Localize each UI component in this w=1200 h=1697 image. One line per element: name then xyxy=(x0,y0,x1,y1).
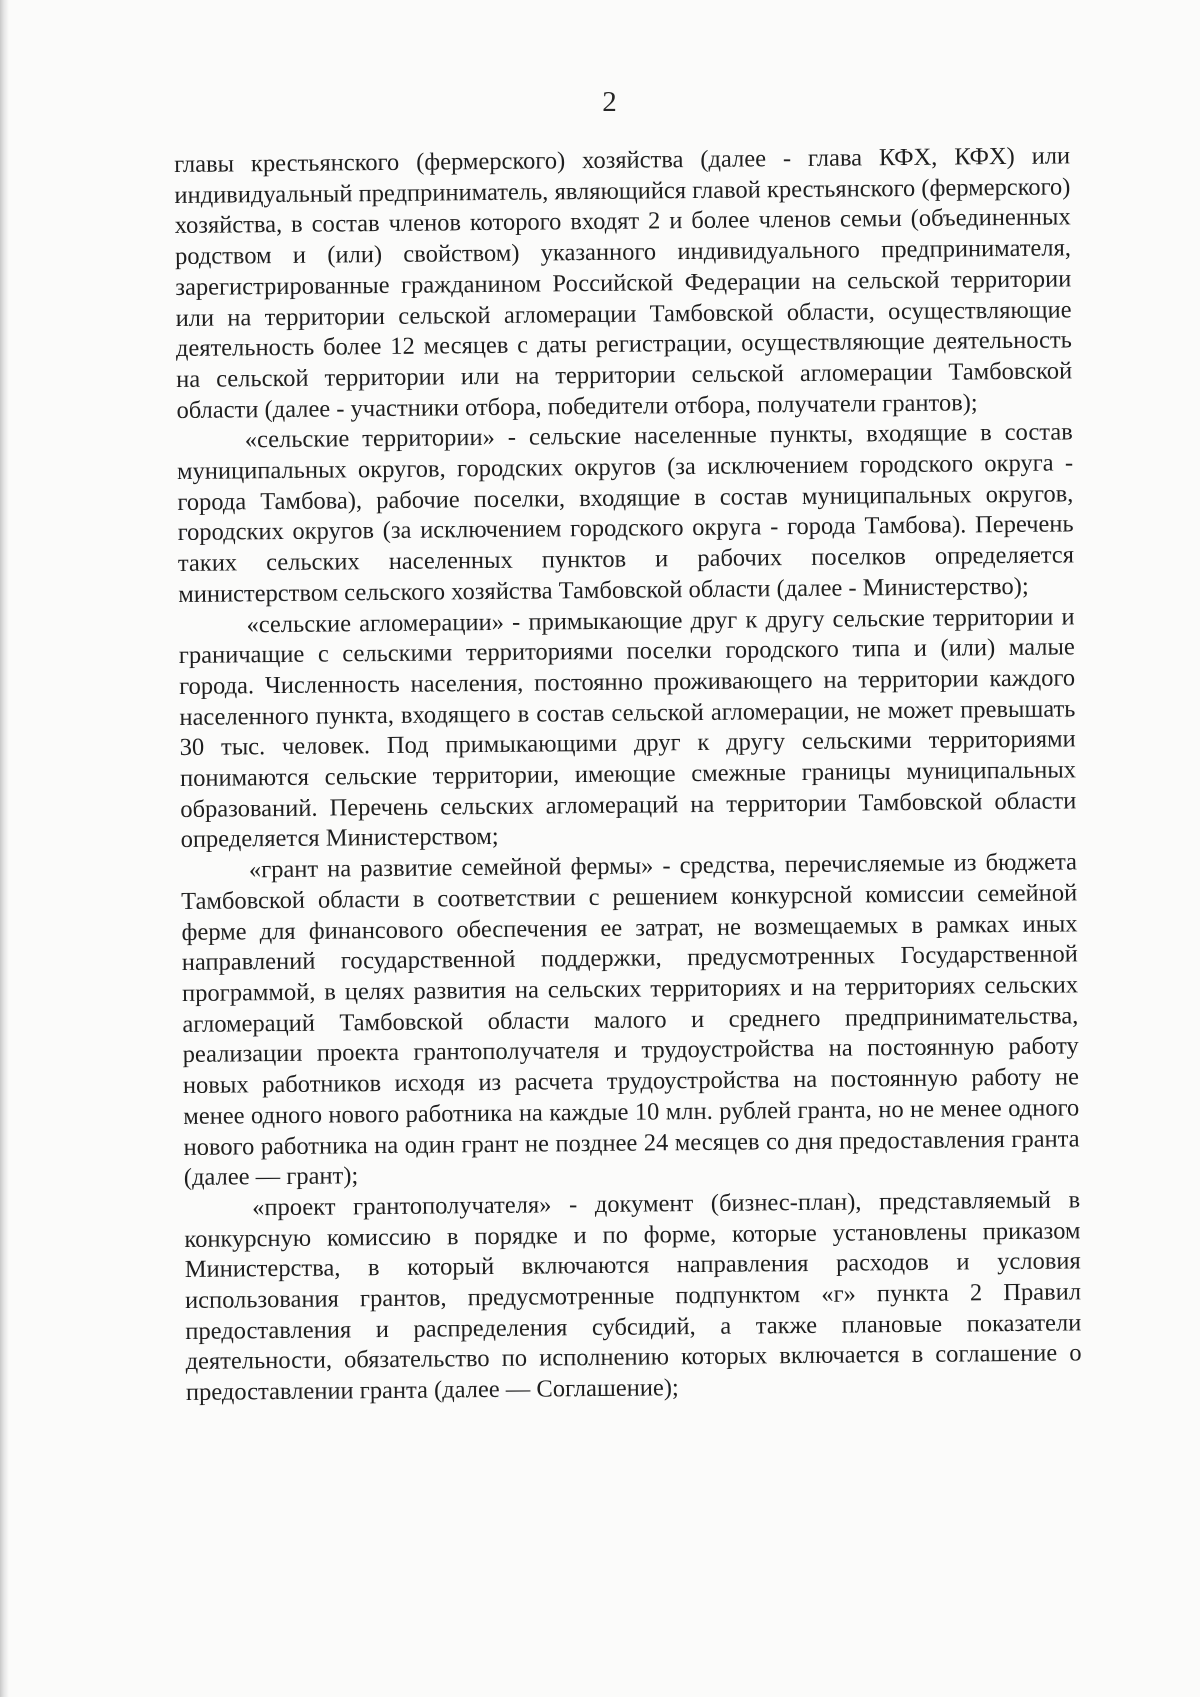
paragraph-family-farm-grant xyxy=(181,848,1080,1194)
paragraph-participants-definition xyxy=(174,141,1073,426)
paragraph-text: - примыкающие друг к другу сельские территории и граничащие с сельскими территориями поселки городского типа и (или) малые города. Численность населения, постоянно проживающего на территории каждого населенного пункта, входящего в состав сельской агломерации, не может превышать 30 тыс. человек. Под примыкающими друг к другу сельскими территориями понимаются сельские территории, имеющие смежные границы муниципальных образований. Перечень сельских агломераций на территории Тамбовской области определяется Министерством; xyxy=(178,602,1077,854)
scan-edge-shadow xyxy=(0,0,9,1697)
defined-term: «проект грантополучателя» xyxy=(252,1191,552,1222)
paragraph-grantee-project xyxy=(184,1185,1082,1409)
paragraph-text: - документ (бизнес-план), представляемый в конкурсную комиссию в порядке и по форме, которые установлены приказом Министерства, в который включаются направления расходов и условия использования грантов, предусмотренные подпунктом «г» пункта 2 Правил предоставления и распределения субсидий, а также плановые показатели деятельности, обязательство по исполнению которых включается в соглашение о предоставлении гранта (далее — Соглашение); xyxy=(184,1186,1082,1407)
paragraph-text: главы крестьянского (фермерского) хозяйства (далее - глава КФХ, КФХ) или индивидуальный предприниматель, являющийся главой крестьянского (фермерского) хозяйства, в состав членов которого входят 2 и более членов семьи (объединенных родством и (или) свойством) указанного индивидуального предпринимателя, зарегистрированные гражданином Российской Федерации на сельской территории или на территории сельской агломерации Тамбовской области, осуществляющие деятельность более 12 месяцев с даты регистрации, осуществляющие деятельность на сельской территории или на территории сельской агломерации Тамбовской области (далее - участники отбора, победители отбора, получатели грантов); xyxy=(174,142,1073,424)
defined-term: «грант на развитие семейной фермы» xyxy=(248,852,654,884)
page-number: 2 xyxy=(602,86,617,118)
defined-term: «сельские агломерации» xyxy=(246,608,505,638)
document-body xyxy=(174,141,1082,1408)
paragraph-rural-agglomerations xyxy=(178,602,1076,856)
defined-term: «сельские территории» xyxy=(244,424,495,454)
paragraph-rural-territories xyxy=(177,418,1075,611)
paragraph-text: - сельские населенные пункты, входящие в состав муниципальных округов, городских округов (за исключением городского округа - города Тамбова), рабочие поселки, входящие в состав муниципальных округов, городских округов (за исключением городского округа - города Тамбова). Перечень таких сельских населенных пунктов и рабочих поселков определяется министерством сельского хозяйства Тамбовской области (далее - Министерство); xyxy=(176,418,1075,608)
paragraph-text: - средства, перечисляемые из бюджета Тамбовской области в соответствии с решением конкурсной комиссии семейной ферме для финансового обеспечения ее затрат, не возмещаемых в рамках иных направлений государственной поддержки, предусмотренных Государственной программой, в целях развития на сельских территориях и на территориях сельских агломераций Тамбовской области малого и среднего предпринимательства, реализации проекта грантополучателя и трудоустройства на постоянную работу новых работников исходя из расчета трудоустройства на постоянную работу не менее одного нового работника на каждые 10 млн. рублей гранта, но не менее одного нового работника на один грант не позднее 24 месяцев со дня предоставления гранта (далее — грант); xyxy=(181,848,1080,1192)
